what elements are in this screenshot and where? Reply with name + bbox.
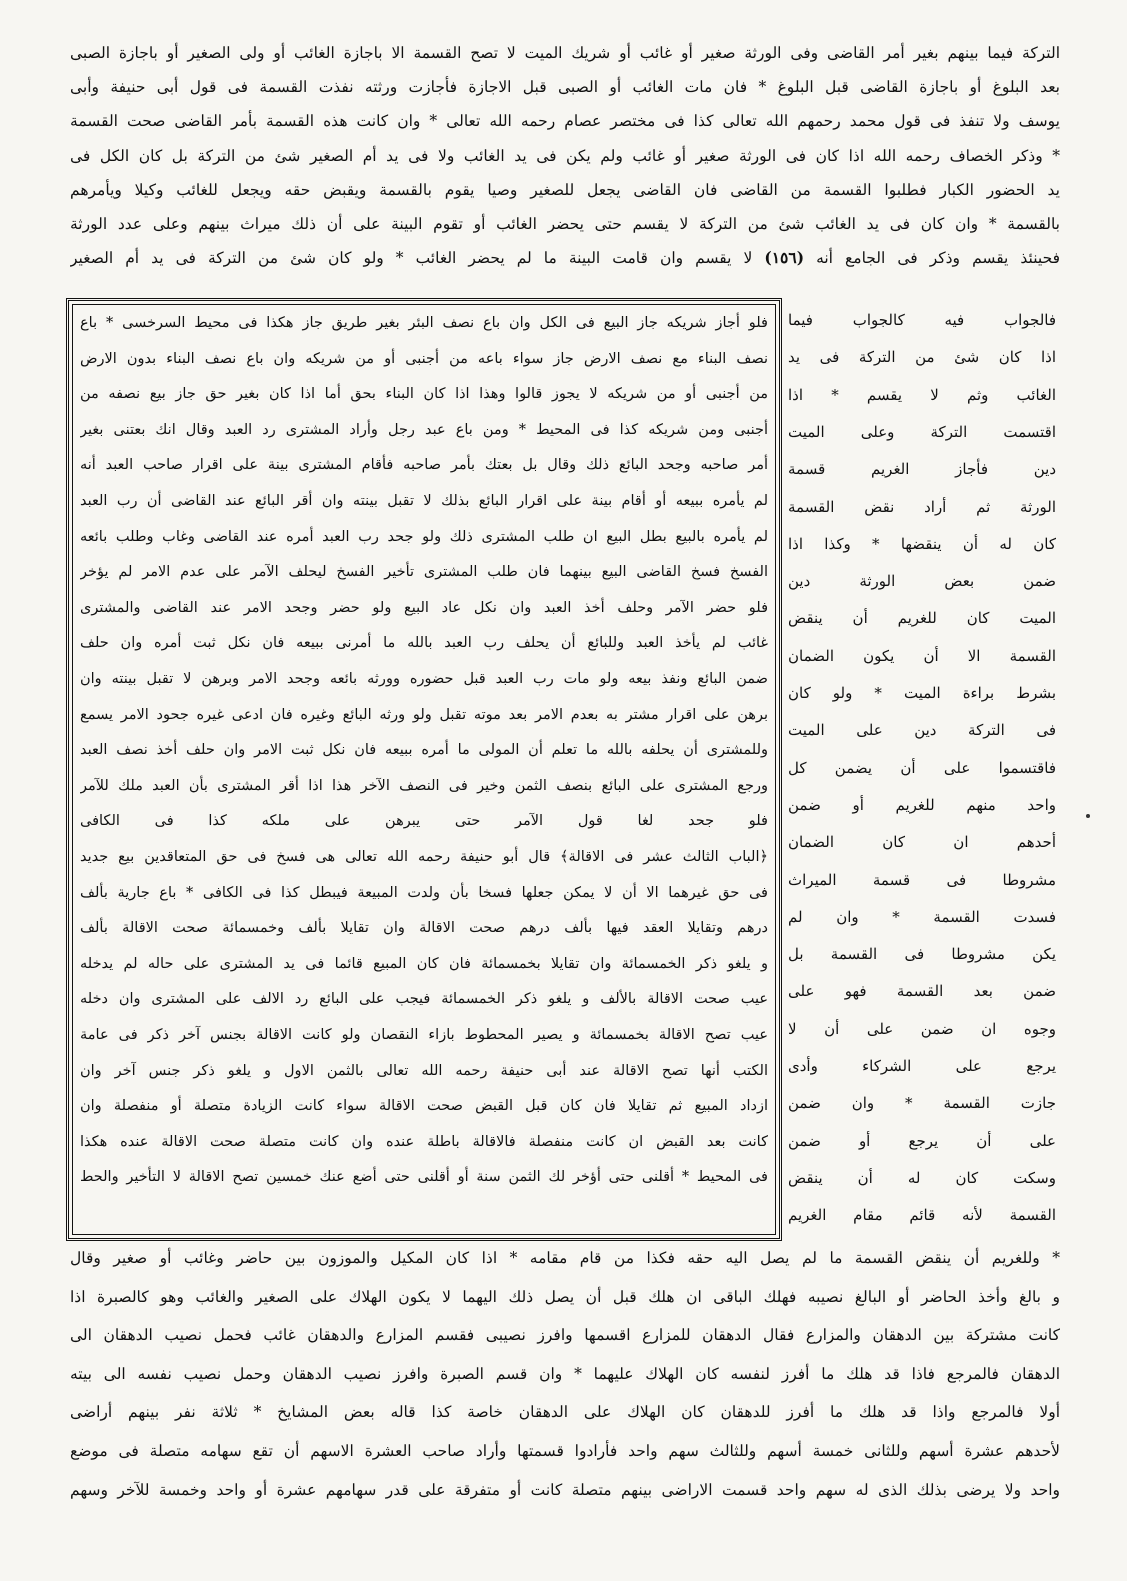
box-line-3: أجنبى ومن شريكه كذا فى المحيط * ومن باع عبد رجل وأراد المشترى رد العبد وقال انك بعتنى بغير: [80, 421, 768, 438]
box-line-20: عيب تصح الاقالة بخمسمائة و يصير المحطوط بازاء النقصان ولو كانت الاقالة بجنس آخر ذكر فى عامة: [80, 1027, 768, 1043]
side-line-14: أحدهم ان كان الضمان: [788, 833, 1056, 852]
side-line-18: ضمن بعد القسمة فهو على: [788, 982, 1056, 1001]
box-line-19: عيب صحت الاقالة بالألف و يلغو ذكر الخمسمائة فيجب على البائع رد الالف على المشترى وان دخله: [80, 991, 768, 1008]
bottom-line-2: كانت مشتركة بين الدهقان والمزارع فقال الدهقان للمزارع اقسمها وافرز نصيبى فقسم المزارع والدهقان غائب فحمل نصيب الدهقان الى: [70, 1326, 1060, 1345]
side-line-10: بشرط براءة الميت * ولو كان: [788, 684, 1056, 702]
box-line-11: برهن على اقرار مشتر به بعدم الامر بعد موته تقبل ولو ورثه البائع وغيره فان ادعى غيره جحود الامر يسمع: [80, 706, 768, 723]
side-line-20: يرجع على الشركاء وأدى: [788, 1057, 1056, 1075]
box-line-1: نصف البناء مع نصف الارض جاز سواء باعه من أجنبى أو من شريكه وان باع نصف البناء بدون الارض: [80, 350, 768, 367]
box-line-24: فى المحيط * أقلنى حتى أؤخر لك الثمن سنة أو أقلنى حتى أضع عنك خمسين تصح الاقالة لا التأخير والحط: [80, 1169, 768, 1186]
side-line-5: الورثة ثم أراد نقض القسمة: [788, 497, 1056, 516]
side-line-9: القسمة الا أن يكون الضمان: [788, 646, 1056, 665]
bottom-line-4: أولا فالمرجع واذا قد هلك ما أفرز للدهقان كان الهلاك على الدهقان خاصة كذا قاله بعض المشايخ * ثلاثة نفر بينهم أراضى: [70, 1403, 1060, 1422]
side-line-4: دين فأجاز الغريم قسمة: [788, 460, 1056, 479]
box-line-14: فلو جحد لغا قول الآمر حتى يبرهن على ملكه كذا فى الكافى: [80, 813, 768, 830]
top-line-2: يوسف ولا تنفذ فى قول محمد رحمهم الله تعالى كذا فى مختصر عصام رحمه الله تعالى * وان كانت هذه القسمة بأمر القاضى صحت القسمة: [70, 112, 1060, 131]
box-line-12: وللمشترى أن يحلفه بالله ما تعلم أن المولى ما أمره ببيعه فان نكل ثبت الامر وان حلف أخذ نصف العبد: [80, 742, 768, 759]
side-line-0: فالجواب فيه كالجواب فيما: [788, 311, 1056, 329]
box-line-21: الكتب أنها تصح الاقالة عند أبى حنيفة رحمه الله تعالى بالثمن الاول و يلغو ذكر جنس آخر وان: [80, 1062, 768, 1079]
box-line-2: من أجنبى أو من شريكه لا يجوز قالوا وهذا اذا كان البناء بحق أما اذا كان بغير حق جاز بيع نصفه من: [80, 386, 768, 403]
bottom-line-6: واحد ولا يرضى بذلك الذى له سهم واحد قسمت الاراضى بينهم متصلة كانت أو متفرقة على قدر سهامهم عشرة أو واحد وخمسة للآخر وسهم: [70, 1480, 1060, 1499]
bottom-line-5: لأحدهم عشرة أسهم وللثانى خمسة أسهم وللثالث سهم واحد فأرادوا قسمتها وأراد صاحب العشرة الاسهم أن تقع سهامه متصلة فى موضع: [70, 1442, 1060, 1460]
box-line-0: فلو أجاز شريكه جاز البيع فى الكل وان باع نصف البئر بغير طريق جاز هكذا فى محيط السرخسى * باع: [80, 315, 768, 331]
side-line-2: الغائب وثم لا يقسم * اذا: [788, 385, 1056, 404]
line-segment: فحينئذ يقسم وذكر فى الجامع أنه: [804, 249, 1060, 268]
side-line-11: فى التركة دين على الميت: [788, 721, 1056, 740]
bottom-line-3: الدهقان فالمرجع فاذا قد هلك ما أفرز لنفسه كان الهلاك عليهما * وان قسم الصبرة وافرز نصيب الدهقان وحمل نصيب نفسه الى بيته: [70, 1364, 1060, 1383]
side-line-16: فسدت القسمة * وان لم: [788, 907, 1056, 926]
side-line-23: وسكت كان له أن ينقض: [788, 1168, 1056, 1187]
side-line-15: مشروطا فى قسمة الميراث: [788, 870, 1056, 889]
side-line-24: القسمة لأنه قائم مقام الغريم: [788, 1206, 1056, 1225]
box-line-17: درهم وتقايلا العقد فيها بألف درهم صحت الاقالة وان تقايلا بألف وخمسمائة صحت الاقالة بألف: [80, 920, 768, 937]
line-segment: لا يقسم وان قامت البينة ما لم يحضر الغائب * ولو كان شئ من التركة فى يد أم الصغير: [70, 249, 765, 268]
side-line-3: اقتسمت التركة وعلى الميت: [788, 422, 1056, 441]
side-line-19: وجوه ان ضمن على أن لا: [788, 1019, 1056, 1038]
box-line-18: و يلغو ذكر الخمسمائة وان تقايلا بخمسمائة فان كان المبيع قائما فى يد المشترى على حاله لم يدخله: [80, 955, 768, 972]
box-line-9: غائب لم يأخذ العبد وللبائع أن يحلف رب العبد بالله ما أمرنى ببيعه فان نكل ثبت أمره وان حلف: [80, 635, 768, 652]
box-line-13: ورجع المشترى على البائع بنصف الثمن وخير فى النصف الآخر هذا اذا أقر المشترى بأن العبد ملك للآمر: [80, 777, 768, 794]
side-line-7: ضمن بعض الورثة دين: [788, 572, 1056, 591]
box-line-5: لم يأمره ببيعه أو أقام بينة على اقرار البائع بذلك لا تقبل بينته وان أقر البائع عند القاضى أن رب العبد: [80, 493, 768, 509]
box-line-23: كانت بعد القبض ان كانت منفصلة فالاقالة باطلة عنده وان كانت متصلة صحت الاقالة عنده هكذا: [80, 1133, 768, 1150]
side-line-22: على أن يرجع أو ضمن: [788, 1131, 1056, 1150]
box-line-16: فى حق غيرهما الا أن لا يمكن جعلها فسخا بأن ولدت المبيعة فيبطل كذا فى الكافى * باع جارية بألف: [80, 884, 768, 901]
box-line-4: أمر صاحبه وجحد البائع ذلك وقال بل بعتك بأمر صاحبه فأقام المشترى بينة على اقرار صاحب العبد أنه: [80, 457, 768, 474]
side-line-12: فاقتسموا على أن يضمن كل: [788, 758, 1056, 777]
bottom-line-1: و بالغ وأخذ الحاضر أو البالغ نصيبه فهلك الباقى ان هلك قبل أن يصل ذلك اليهما لا يكون الهلاك على الصغير والغائب وهو كالصبرة اذا: [70, 1287, 1060, 1306]
page-number: (١٥٦): [764, 248, 805, 268]
bottom-line-0: * وللغريم أن ينقض القسمة ما لم يصل اليه حقه فكذا من قام مقامه * اذا كان المكيل والموزون بين حاضر وغائب أو صغير وقال: [70, 1249, 1060, 1267]
side-line-1: اذا كان شئ من التركة فى يد: [788, 348, 1056, 367]
side-line-17: يكن مشروطا فى القسمة بل: [788, 945, 1056, 964]
box-line-6: لم يأمره بالبيع بطل البيع ان طلب المشترى ذلك ولو جحد رب العبد أمره عند القاضى وغاب وطلب بائعه: [80, 528, 768, 545]
top-line-3: * وذكر الخصاف رحمه الله اذا كان فى الورثة صغير أو غائب ولم يكن فى يد الغائب ولا فى يد أم الصغير شئ من التركة بل كان الكل فى: [70, 146, 1060, 165]
side-line-21: جازت القسمة * وان ضمن: [788, 1094, 1056, 1113]
top-line-5: بالقسمة * وان كان فى يد الغائب شئ من التركة لا يقسم حتى يحضر الغائب أو تقوم البينة على أن ذلك ميراث بينهم وعلى عدد الورثة: [70, 215, 1060, 233]
top-line-4: يد الحضور الكبار فطلبوا القسمة من القاضى فان القاضى يجعل للصغير وصيا يقوم بالقسمة ويقبض حقه ويجعل للغائب وكيلا ويأمرهم: [70, 180, 1060, 199]
box-line-8: فلو حضر الآمر وحلف أخذ العبد وان نكل عاد البيع ولو حضر وجحد الامر عند القاضى والمشترى: [80, 599, 768, 616]
box-line-10: ضمن البائع ونفذ بيعه ولو مات رب العبد قبل حضوره وورثه بائعه وجحد الامر وبرهن لا تقبل بينته وان: [80, 671, 768, 687]
box-line-22: ازداد المبيع ثم تقايلا فان كان قبل القبض صحت الاقالة سواء كانت الزيادة متصلة أو منفصلة وان: [80, 1098, 768, 1115]
side-line-8: الميت كان للغريم أن ينقض: [788, 609, 1056, 628]
margin-dot: [1086, 814, 1090, 818]
box-line-15: ﴿الباب الثالث عشر فى الاقالة﴾ قال أبو حنيفة رحمه الله تعالى هى فسخ فى حق المتعاقدين بيع جديد: [80, 849, 768, 865]
top-line-6: [70, 243, 1060, 275]
side-line-6: كان له أن ينقضها * وكذا اذا: [788, 534, 1056, 553]
top-line-0: التركة فيما بينهم بغير أمر القاضى وفى الورثة صغير أو غائب أو شريك الميت لا تصح القسمة الا باجازة الغائب أو ولى الصغير أو باجازة الصبى: [70, 44, 1060, 62]
box-line-7: الفسخ فسخ القاضى البيع بينهما فان طلب المشترى تأخير الفسخ ليحلف الآمر على عدم الامر لم يؤخر: [80, 564, 768, 581]
side-line-13: واحد منهم للغريم أو ضمن: [788, 795, 1056, 814]
top-line-1: بعد البلوغ أو باجازة القاضى قبل البلوغ * فان مات الغائب أو الصبى قبل الاجازة فأجازت ورثته نفذت القسمة فى قول أبى حنيفة وأبى: [70, 78, 1060, 97]
